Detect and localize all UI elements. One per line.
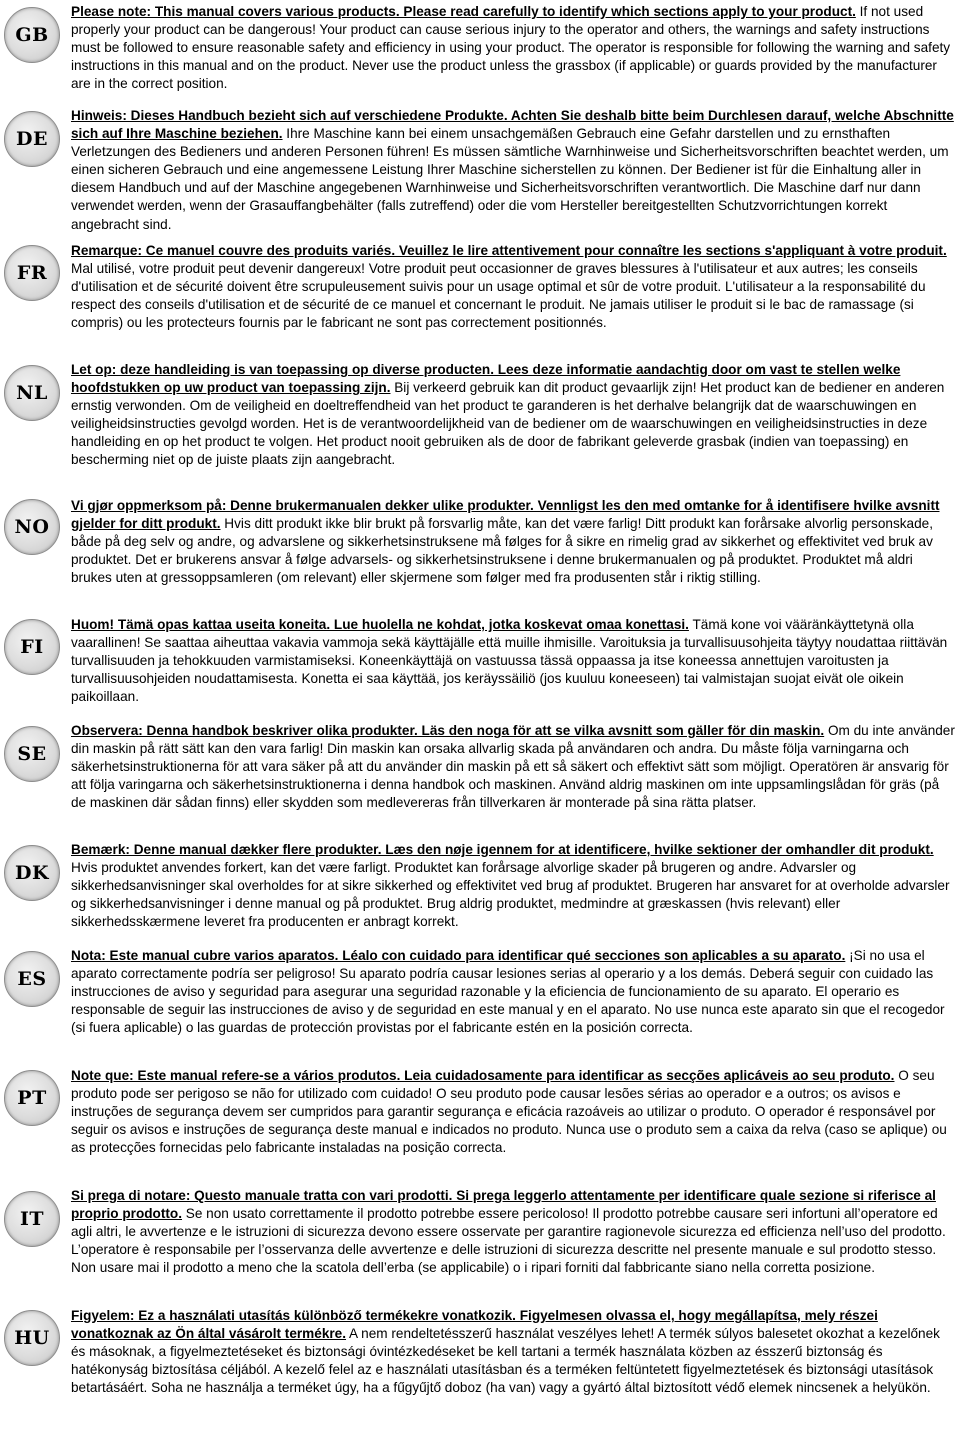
de-language-badge bbox=[4, 111, 60, 167]
gb-language-code: GB bbox=[15, 24, 49, 46]
dk-heading: Bemærk: Denne manual dækker flere produkter. Læs den nøje igennem for at identificere, hvilke sektioner der omhandler dit produkt. bbox=[71, 842, 934, 857]
pt-language-badge bbox=[4, 1070, 60, 1126]
dk-language-badge bbox=[4, 845, 60, 901]
hu-paragraph bbox=[71, 1307, 956, 1397]
hu-language-code: HU bbox=[14, 1327, 50, 1349]
it-language-badge bbox=[4, 1191, 60, 1247]
se-body: Om du inte använder din maskin på rätt sätt kan den vara farlig! Din maskin kan orsaka allvarlig skada på användaren och andra. Du måste följa varningarna och säkerhetsinstruktionerna för att vara säker på att du använder din maskin på ett så säkert och effektivt sätt som möjligt. Operatören är ansvarig för att följa varingarna och säkerhetsinstruktionerna i denna handbok och maskinen. Använd aldrig maskinen om inte uppsamlingslådan för gräs (på de maskinen där sådan finns) eller skydden som medlevereras från tillverkaren är monterade på sina rätta platser. bbox=[71, 723, 955, 811]
nl-language-code: NL bbox=[16, 382, 48, 404]
fr-body: Mal utilisé, votre produit peut devenir dangereux! Votre produit peut occasionner de graves blessures à l'utilisateur et aux autres; les conseils d'utilisation et de sécurité doivent être scrupuleusement suivis pour un usage optimal et sûr de votre produit. L'utilisateur a la responsabilité du respect des conseils d'utilisation et de sécurité de ce manuel et concernant le produit. Ne jamais utiliser le produit si le bac de ramassage (si compris) ou les protecteurs fournis par le fabricant ne sont pas correctement positionnés. bbox=[71, 261, 926, 331]
es-language-badge bbox=[4, 951, 60, 1007]
fi-language-code: FI bbox=[20, 636, 44, 658]
gb-body: If not used properly your product can be dangerous! Your product can cause serious injury to the operator and others, the warnings and safety instructions must be followed to ensure reasonable safety and efficiency in using your product. The operator is responsible for following the warning and safety instructions in this manual and on the product. Never use the product unless the grassbox (if applicable) or guards provided by the manufacturer are in the correct position. bbox=[71, 4, 951, 92]
it-paragraph bbox=[71, 1187, 956, 1277]
pt-heading: Note que: Este manual refere-se a vários produtos. Leia cuidadosamente para identificar as secções aplicáveis ao seu produto. bbox=[71, 1068, 895, 1083]
no-paragraph bbox=[71, 497, 956, 587]
es-language-code: ES bbox=[17, 968, 47, 990]
nl-body: Bij verkeerd gebruik kan dit product gevaarlijk zijn! Het product kan de bediener en anderen ernstig verwonden. Om de veiligheid en doeltreffendheid van het product te garanderen is het derhalve belangrijk dat de waarschuwingen en veiligheidsinstructies gevolgd worden. Het is de verantwoordelijkheid van de bediener om de waarschuwingen en veiligheidsinstructies in deze handleiding en op het product te volgen. Het product nooit gebruiken als de door de fabrikant geleverde grasbak (indien van toepassing) en bescherming niet op de juiste plaats zijn aangebracht. bbox=[71, 380, 945, 468]
es-heading: Nota: Este manual cubre varios aparatos. Léalo con cuidado para identificar qué secciones son aplicables a su aparato. bbox=[71, 948, 846, 963]
nl-language-badge bbox=[4, 365, 60, 421]
de-body: Ihre Maschine kann bei einem unsachgemäßen Gebrauch eine Gefahr darstellen und zu ernsthaften Verletzungen des Bedieners und anderen Personen führen! Es müssen sämtliche Warnhinweise und Sicherheitsvorschriften beachtet werden, um einen sicheren Gebrauch und eine angemessene Leistung Ihrer Maschine sicherstellen zu können. Der Bediener ist für die Einhaltung aller in diesem Handbuch und auf der Maschine angegebenen Warnhinweise und Sicherheitsvorschriften verantwortlich. Die Maschine darf nur dann verwendet werden, wenn der Grasauffangbehälter (falls zutreffend) oder die vom Hersteller bereitgestellten Schutzvorrichtungen korrekt angebracht sind. bbox=[71, 126, 949, 232]
fr-paragraph bbox=[71, 242, 956, 332]
fr-language-badge bbox=[4, 245, 60, 301]
pt-body: O seu produto pode ser perigoso se não for utilizado com cuidado! O seu produto pode causar lesões sérias ao operador e a outros; os avisos e instruções de segurança devem ser cumpridos para garantir segurança e eficácia razoáveis ao utilizar o produto. O operador é responsável por seguir os avisos e instruções de segurança deste manual e indicados no produto. Nunca use o produto sem a caixa da relva (caso se aplique) ou as protecções fornecidas pelo fabricante instaladas na posição correcta. bbox=[71, 1068, 947, 1156]
fi-heading: Huom! Tämä opas kattaa useita koneita. Lue huolella ne kohdat, jotka koskevat omaa konettasi. bbox=[71, 617, 689, 632]
se-language-code: SE bbox=[17, 743, 47, 765]
se-language-badge bbox=[4, 726, 60, 782]
it-body: Se non usato correttamente il prodotto potrebbe essere pericoloso! Il prodotto potrebbe causare seri infortuni all’operatore ed agli altri, le avvertenze e le istruzioni di sicurezza devono essere osservate per garantire ragionevole sicurezza ed efficienza nell’uso del prodotto. L’operatore è responsabile per l’osservanza delle avvertenze e delle istruzioni di sicurezza descritte nel presente manuale e sul prodotto stesso. Non usare mai il prodotto a meno che la scatola dell’erba (se applicabile) o i ripari forniti dal fabbricante siano nella corretta posizione. bbox=[71, 1206, 946, 1276]
de-language-code: DE bbox=[16, 128, 48, 150]
de-heading: Hinweis: Dieses Handbuch bezieht sich auf verschiedene Produkte. Achten Sie deshalb bitte beim Durchlesen darauf, welche Abschnitte sich auf Ihre Maschine beziehen. bbox=[71, 108, 954, 142]
pt-language-code: PT bbox=[17, 1087, 47, 1109]
hu-heading: Figyelem: Ez a használati utasítás különböző termékekre vonatkozik. Figyelmesen olvassa el, hogy megállapítsa, mely részei vonatkoznak az Ön által vásárolt termékre. bbox=[71, 1308, 878, 1342]
gb-language-badge bbox=[4, 7, 60, 63]
se-paragraph bbox=[71, 722, 956, 812]
de-paragraph bbox=[71, 107, 956, 234]
it-heading: Si prega di notare: Questo manuale tratta con vari prodotti. Si prega leggerlo attentamente per identificare quale sezione si riferisce al proprio prodotto. bbox=[71, 1188, 936, 1222]
pt-paragraph bbox=[71, 1067, 956, 1157]
se-heading: Observera: Denna handbok beskriver olika produkter. Läs den noga för att se vilka avsnitt som gäller för din maskin. bbox=[71, 723, 825, 738]
no-heading: Vi gjør oppmerksom på: Denne brukermanualen dekker ulike produkter. Vennligst les den med omtanke for å identifisere hvilke avsnitt gjelder for ditt produkt. bbox=[71, 498, 940, 532]
fi-body: Tämä kone voi vääränkäyttetynä olla vaarallinen! Se saattaa aiheuttaa vakavia vammoja sekä käyttäjälle että muille ihmisille. Varoituksia ja turvallisuusohjeita täytyy noudattaa riittävän turvallisuuden ja tehokkuuden varmistamiseksi. Koneenkäyttäjä on vastuussa tässä oppaassa ja itse koneessa annettujen varoitusten ja turvallisuusohjeiden noudattamisesta. Konetta ei saa käyttää, jos keräyssäiliö (jos kuuluu koneeseen) tai valmistajan suojat eivät ole oikein paikoillaan. bbox=[71, 617, 948, 705]
dk-paragraph bbox=[71, 841, 956, 931]
it-language-code: IT bbox=[19, 1208, 45, 1230]
gb-paragraph bbox=[71, 3, 956, 93]
dk-body: Hvis produktet anvendes forkert, kan det være farligt. Produktet kan forårsage alvorlige skader på brugeren og andre. Advarsler og sikkerhedsanvisninger skal overholdes for at sikre sikkerhed og effektivitet ved brug af produktet. Brugeren har ansvaret for at overholde advarsler og sikkerhedsanvisninger i denne manual og på produktet. Brug aldrig produktet, medmindre at græskassen (hvis relevant) eller sikkerhedsskærmene leveret fra producenten er anbragt korrekt. bbox=[71, 860, 950, 930]
fr-heading: Remarque: Ce manuel couvre des produits variés. Veuillez le lire attentivement pour connaître les sections s'appliquant à votre produit. bbox=[71, 243, 947, 258]
fr-language-code: FR bbox=[16, 262, 48, 284]
hu-language-badge bbox=[4, 1310, 60, 1366]
dk-language-code: DK bbox=[15, 862, 49, 884]
fi-paragraph bbox=[71, 616, 956, 706]
gb-heading: Please note: This manual covers various products. Please read carefully to identify which sections apply to your product. bbox=[71, 4, 856, 19]
nl-heading: Let op: deze handleiding is van toepassing op diverse producten. Lees deze informatie aandachtig door om vast te stellen welke hoofdstukken op uw product van toepassing zijn. bbox=[71, 362, 901, 396]
hu-body: A nem rendeltetésszerű használat veszélyes lehet! A termék súlyos balesetet okozhat a kezelőnek és másoknak, a figyelmeztetéseket és biztonsági óvintézkedéseket be kell tartani a termék használata közben az ésszerű biztonság és hatékonyság biztosítása céljából. A kezelő felel az e használati utasításban és a terméken feltüntetett figyelmeztetések és biztonsági utasítások betartásáért. Soha ne használja a terméket úgy, ha a fűgyűjtő doboz (ha van) vagy a gyártó által biztosított védő elemek nincsenek a helyükön. bbox=[71, 1326, 940, 1396]
es-paragraph bbox=[71, 947, 956, 1037]
no-language-badge bbox=[4, 499, 60, 555]
no-language-code: NO bbox=[14, 516, 50, 538]
es-body: ¡Si no usa el aparato correctamente podría ser peligroso! Su aparato podría causar lesiones serias al operario y a los demás. Deberá seguir con cuidado las instrucciones de aviso y seguridad para asegurar una seguridad razonable y la eficiencia de funcionamiento de su aparato. El operario es responsable de seguir las instrucciones de aviso y de seguridad en este manual y en el aparato. No use nunca este aparato sin que el recogedor (si fuera aplicable) o las guardas de protección provistas por el fabricante estén en la posición correcta. bbox=[71, 948, 945, 1036]
no-body: Hvis ditt produkt ikke blir brukt på forsvarlig måte, kan det være farlig! Ditt produkt kan forårsake alvorlig personskade, både på deg selv og andre, og advarslene og sikkerhetsinstruksene må følges for å sikre en rimelig grad av sikkerhet og effektivitet ved bruk av produktet. Det er brukerens ansvar å følge advarsels- og sikkerhetsinstruksene i denne brukermanualen og på produktet. Produktet må aldri brukes uten at gressoppsamleren (om relevant) eller skjermene som følger med fra produsenten står i riktig stilling. bbox=[71, 516, 934, 586]
fi-language-badge bbox=[4, 619, 60, 675]
nl-paragraph bbox=[71, 361, 956, 470]
